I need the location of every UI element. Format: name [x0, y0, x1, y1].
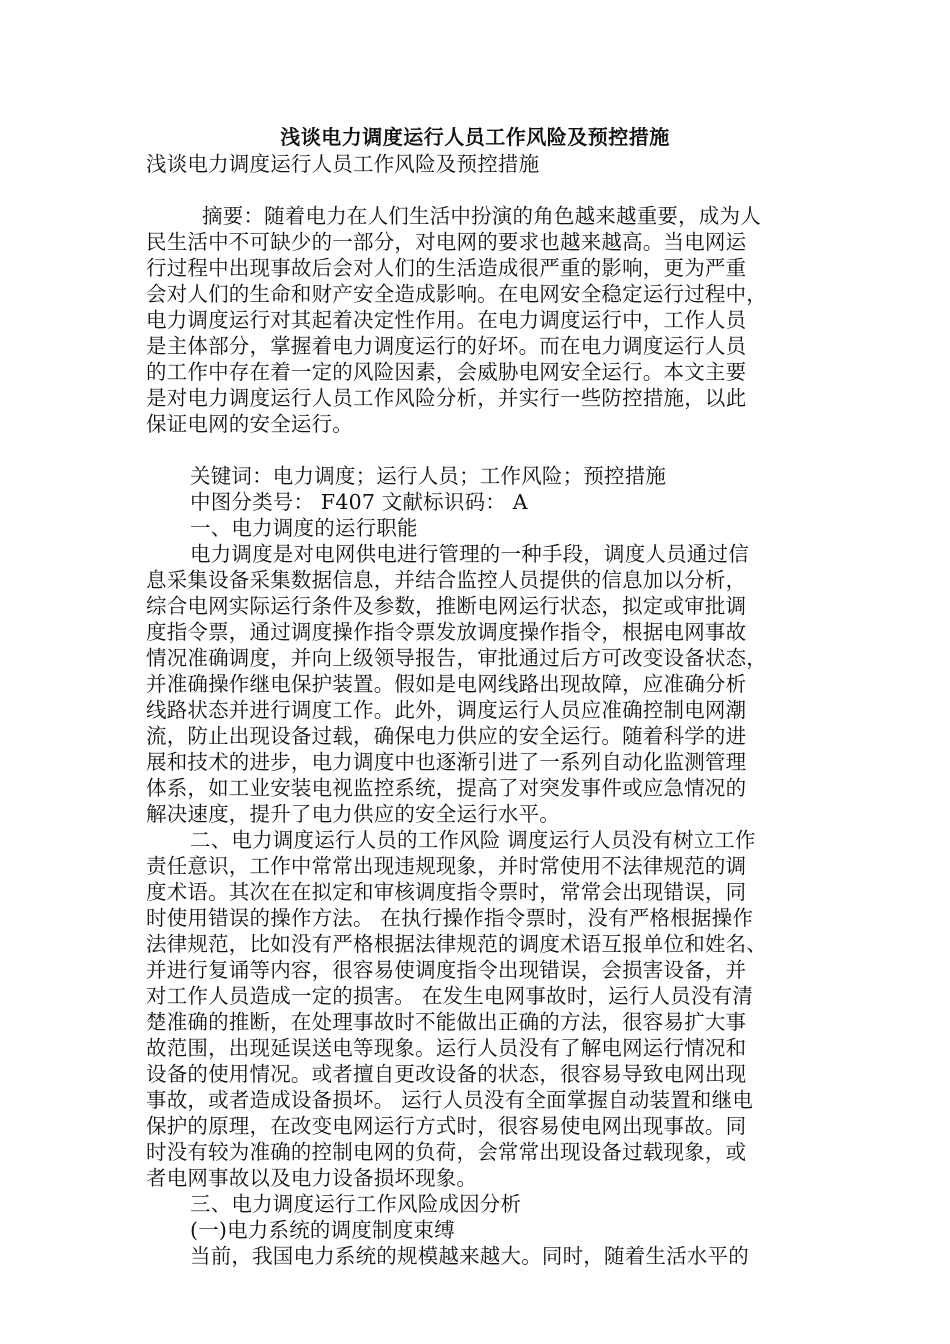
section-heading: 一、电力调度的运行职能 — [190, 516, 418, 540]
abstract-line: 行过程中出现事故后会对人们的生活造成很严重的影响，更为严重 — [146, 256, 747, 280]
abstract-line: 电力调度运行对其起着决定性作用。在电力调度运行中，工作人员 — [146, 308, 747, 332]
abstract-paragraph — [146, 203, 806, 437]
blank-line — [146, 177, 806, 203]
document-body — [146, 151, 806, 1269]
paragraph-line: 并进行复诵等内容，很容易使调度指令出现错误，会损害设备，并 — [146, 958, 747, 982]
document-title: 浅谈电力调度运行人员工作风险及预控措施 — [280, 125, 670, 149]
paragraph-line: 情况准确调度，并向上级领导报告，审批通过后方可改变设备状态， — [146, 646, 767, 670]
paragraph-line: 设备的使用情况。或者擅自更改设备的状态，很容易导致电网出现 — [146, 1062, 747, 1086]
paragraph-line: 二、电力调度运行人员的工作风险 调度运行人员没有树立工作 — [190, 828, 756, 852]
abstract-line: 保证电网的安全运行。 — [146, 412, 353, 436]
paragraph-line: 度指令票，通过调度操作指令票发放调度操作指令，根据电网事故 — [146, 620, 747, 644]
paragraph-line: 时使用错误的操作方法。 在执行操作指令票时，没有严格根据操作 — [146, 906, 754, 930]
section2-paragraph — [146, 827, 806, 1191]
paragraph-line: 电力调度是对电网供电进行管理的一种手段，调度人员通过信 — [190, 542, 749, 566]
paragraph-line: 法律规范，比如没有严格根据法律规范的调度术语互报单位和姓名、 — [146, 932, 767, 956]
sub-heading: (一)电力系统的调度制度束缚 — [190, 1218, 455, 1242]
keywords-line: 关键词：电力调度；运行人员；工作风险；预控措施 — [190, 464, 667, 488]
paragraph-line: 体系，如工业安装电视监控系统，提高了对突发事件或应急情况的 — [146, 776, 747, 800]
paragraph-line: 综合电网实际运行条件及参数，推断电网运行状态，拟定或审批调 — [146, 594, 747, 618]
paragraph-line: 保护的原理，在改变电网运行方式时，很容易使电网出现事故。同 — [146, 1114, 747, 1138]
abstract-line: 摘要：随着电力在人们生活中扮演的角色越来越重要，成为人 — [202, 204, 761, 228]
paragraph-line: 度术语。其次在在拟定和审核调度指令票时，常常会出现错误，同 — [146, 880, 747, 904]
paragraph-line: 时没有较为准确的控制电网的负荷，会常常出现设备过载现象，或 — [146, 1140, 747, 1164]
abstract-line: 是主体部分，掌握着电力调度运行的好坏。而在电力调度运行人员 — [146, 334, 747, 358]
blank-line — [146, 437, 806, 463]
paragraph-line: 责任意识，工作中常常出现违规现象，并时常使用不法律规范的调 — [146, 854, 747, 878]
abstract-line: 民生活中不可缺少的一部分，对电网的要求也越来越高。当电网运 — [146, 230, 747, 254]
paragraph-line: 当前，我国电力系统的规模越来越大。同时，随着生活水平的 — [190, 1244, 749, 1268]
paragraph-line: 故范围，出现延误送电等现象。运行人员没有了解电网运行情况和 — [146, 1036, 747, 1060]
section-heading: 三、电力调度运行工作风险成因分析 — [190, 1192, 522, 1216]
abstract-line: 是对电力调度运行人员工作风险分析，并实行一些防控措施，以此 — [146, 386, 747, 410]
paragraph-line: 流，防止出现设备过载，确保电力供应的安全运行。随着科学的进 — [146, 724, 747, 748]
abstract-line: 会对人们的生命和财产安全造成影响。在电网安全稳定运行过程中， — [146, 282, 767, 306]
section1-paragraph — [146, 541, 806, 827]
paragraph-line: 展和技术的进步，电力调度中也逐渐引进了一系列自动化监测管理 — [146, 750, 747, 774]
document-subtitle: 浅谈电力调度运行人员工作风险及预控措施 — [146, 152, 540, 176]
paragraph-line: 者电网事故以及电力设备损坏现象。 — [146, 1166, 478, 1190]
paragraph-line: 对工作人员造成一定的损害。 在发生电网事故时，运行人员没有清 — [146, 984, 754, 1008]
paragraph-line: 解决速度，提升了电力供应的安全运行水平。 — [146, 802, 560, 826]
paragraph-line: 并准确操作继电保护装置。假如是电网线路出现故障，应准确分析 — [146, 672, 747, 696]
paragraph-line: 息采集设备采集数据信息，并结合监控人员提供的信息加以分析， — [146, 568, 747, 592]
abstract-line: 的工作中存在着一定的风险因素，会威胁电网安全运行。本文主要 — [146, 360, 747, 384]
paragraph-line: 线路状态并进行调度工作。此外，调度运行人员应准确控制电网潮 — [146, 698, 747, 722]
paragraph-line: 楚准确的推断，在处理事故时不能做出正确的方法，很容易扩大事 — [146, 1010, 747, 1034]
paragraph-line: 事故，或者造成设备损坏。 运行人员没有全面掌握自动装置和继电 — [146, 1088, 754, 1112]
classification-line: 中图分类号： F407 文献标识码： A — [190, 490, 528, 514]
